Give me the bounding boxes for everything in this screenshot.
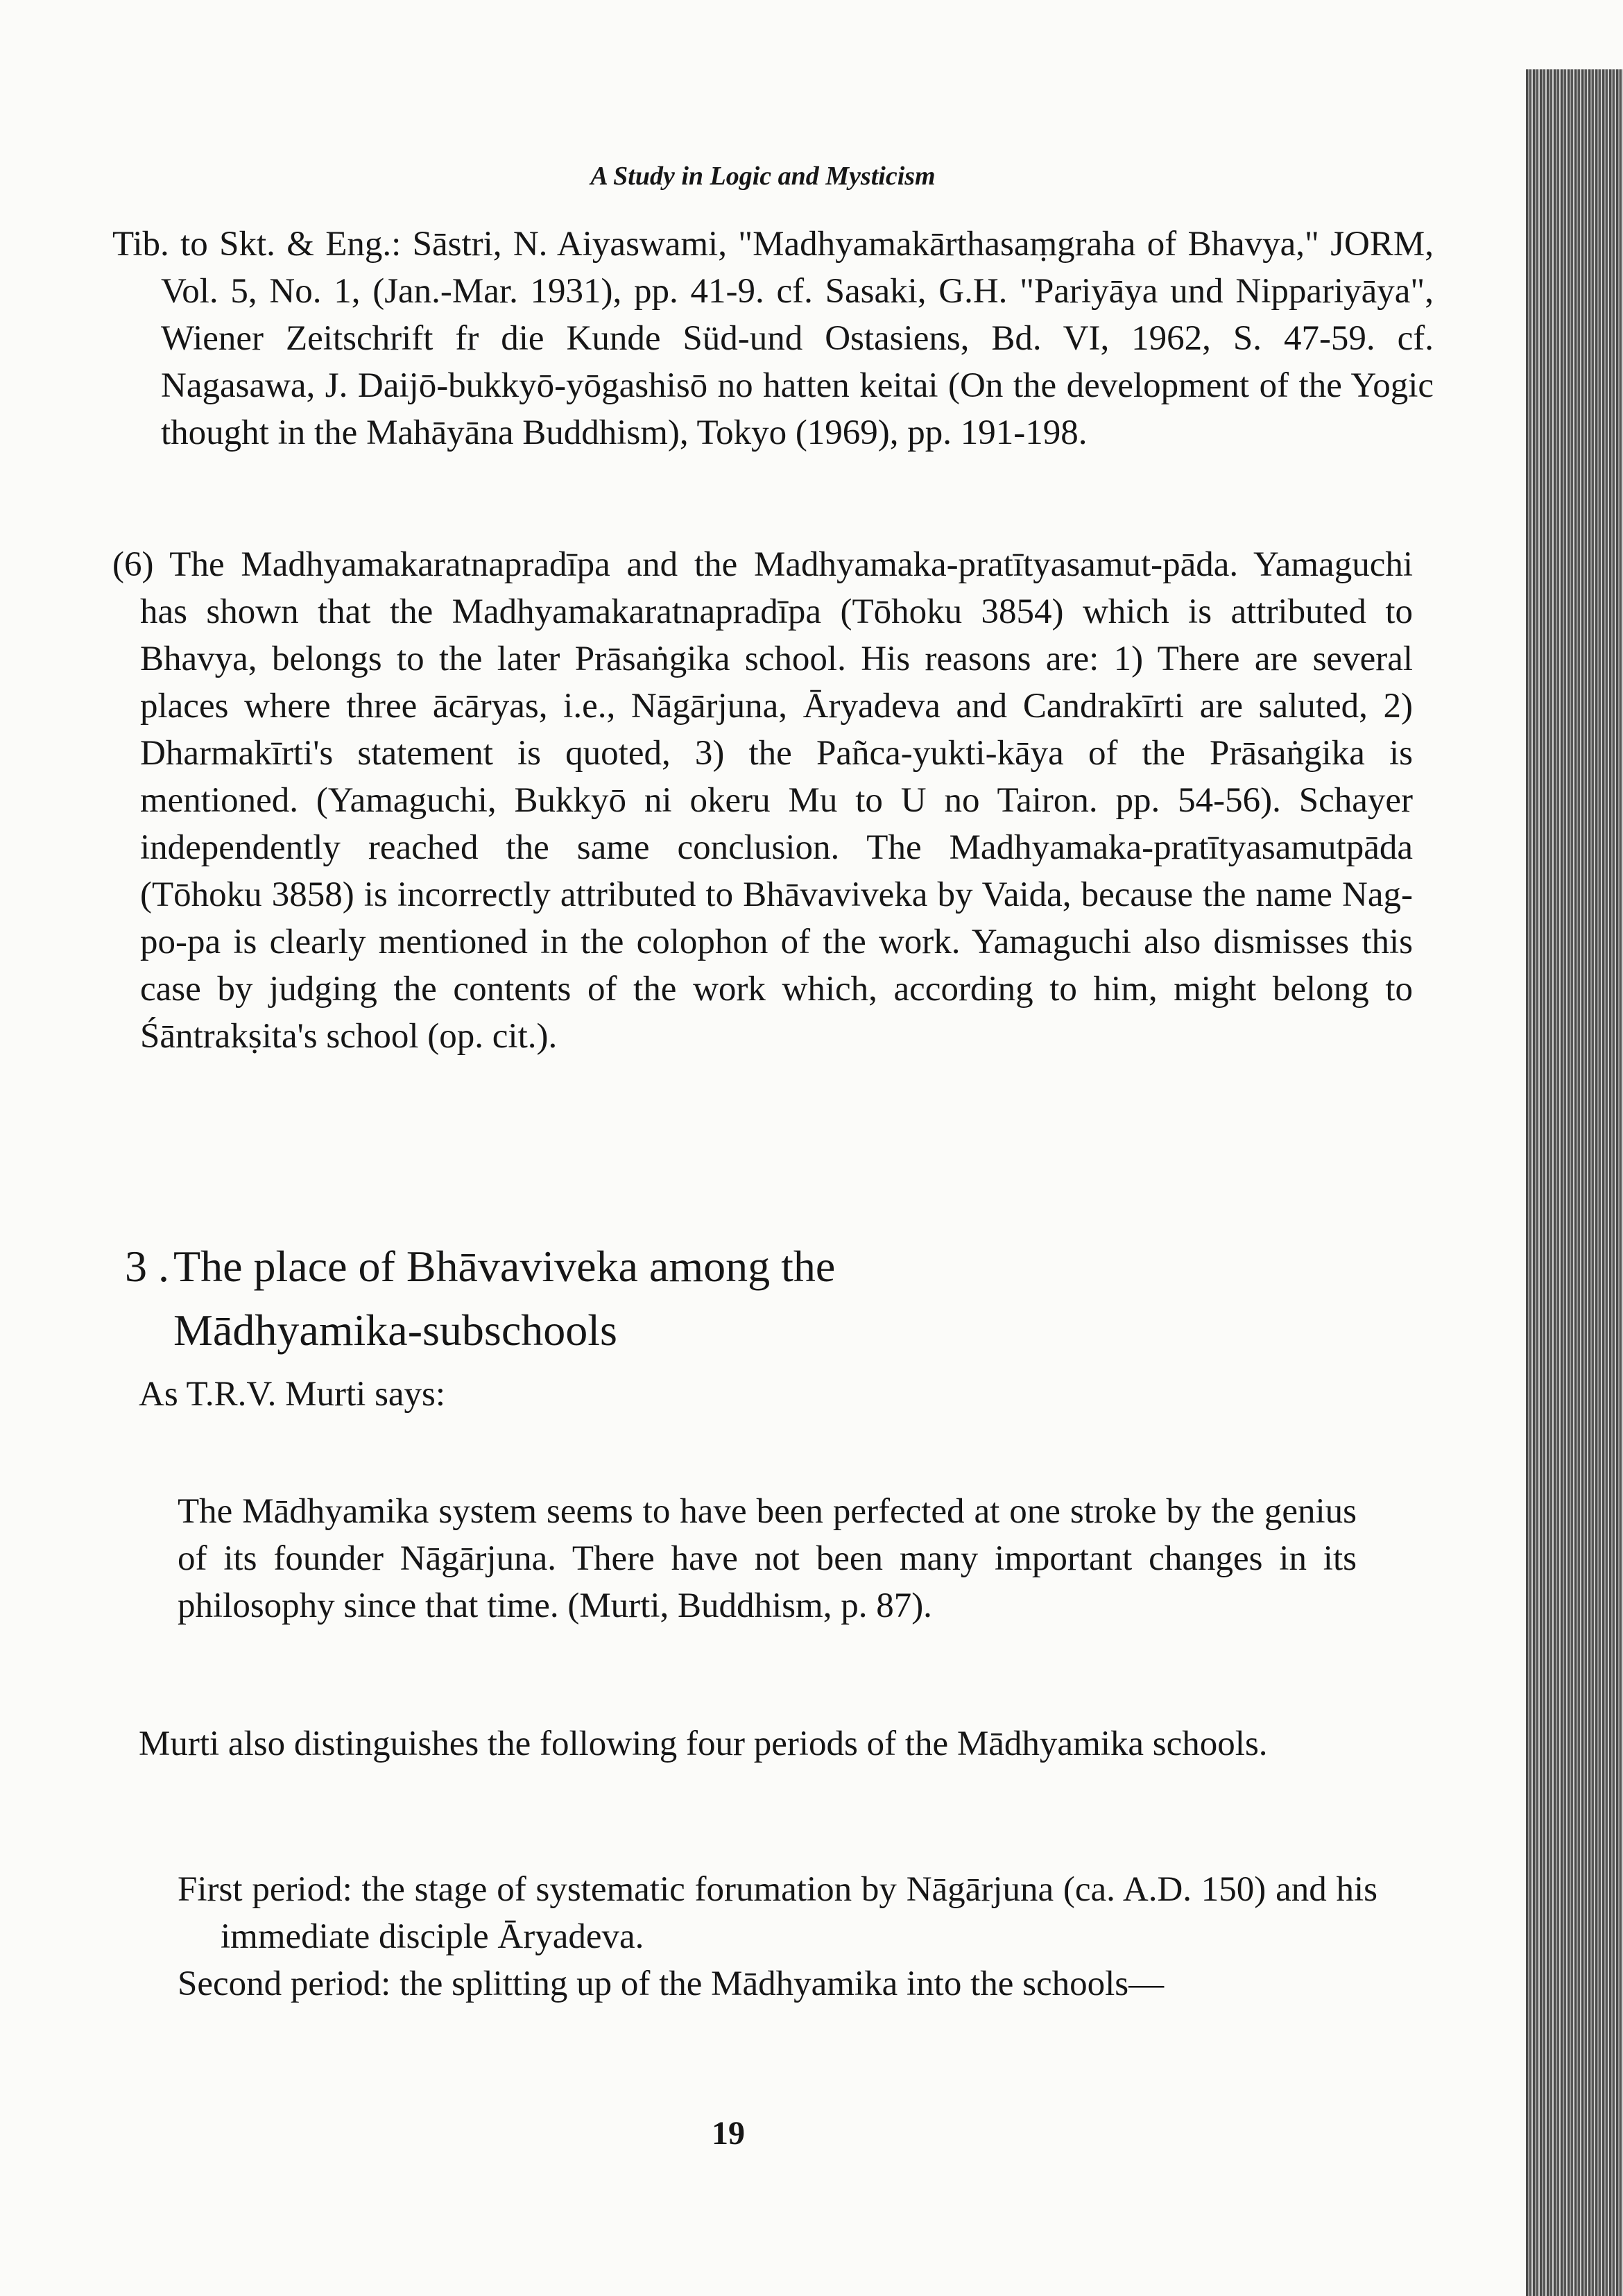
- footnote-6-text: (6) The Madhyamakaratnapradīpa and the Madhyamaka-pratītyasamut-pāda. Yamaguchi has shown that the Madhyamakaratnapradīpa (Tōhoku 3854) which is attributed to Bhavya, belongs to the later Prāsaṅgika school. His reasons are: 1) There are several places where three ācāryas, i.e., Nāgārjuna, Āryadeva and Candrakīrti are saluted, 2) Dharmakīrti's statement is quoted, 3) the Pañca-yukti-kāya of the Prāsaṅgika is mentioned. (Yamaguchi, Bukkyō ni okeru Mu to U no Tairon. pp. 54-56). Schayer independently reached the same conclusion. The Madhyamaka-pratītyasamutpāda (Tōhoku 3858) is incorrectly attributed to Bhāvaviveka by Vaida, because the name Nag-po-pa is clearly mentioned in the colophon of the work. Yamaguchi also dismisses this case by judging the contents of the work which, according to him, might belong to Śāntrakṣita's school (op. cit.).: [112, 545, 1413, 1056]
- section-number: 3 .: [125, 1242, 169, 1291]
- paragraph-text: Murti also distinguishes the following four periods of the Mādhyamika schools.: [139, 1724, 1268, 1763]
- footnote-5-text: Tib. to Skt. & Eng.: Sāstri, N. Aiyaswami, "Madhyamakārthasaṃgraha of Bhavya," JORM, Vol. 5, No. 1, (Jan.-Mar. 1931), pp. 41-9. cf. Sasaki, G.H. "Pariyāya und Nippariyāya", Wiener Zeitschrift fr die Kunde Süd-und Ostasiens, Bd. VI, 1962, S. 47-59. cf. Nagasawa, J. Daijō-bukkyō-yōgashisō no hatten keitai (On the development of the Yogic thought in the Mahāyāna Buddhism), Tokyo (1969), pp. 191-198.: [112, 225, 1434, 452]
- periods-list: [178, 1866, 1377, 2007]
- quote-text: The Mādhyamika system seems to have been perfected at one stroke by the genius of its founder Nāgārjuna. There have not been many important changes in its philosophy since that time. (Murti, Buddhism, p. 87).: [178, 1492, 1357, 1625]
- section-heading: [125, 1235, 1165, 1362]
- section-title-line-2: Mādhyamika-subschools: [173, 1305, 617, 1355]
- period-item: Second period: the splitting up of the Mādhyamika into the schools—: [178, 1964, 1165, 2003]
- section-title-line-1: The place of Bhāvaviveka among the: [173, 1242, 836, 1291]
- footnote-5: [112, 221, 1434, 456]
- scan-edge-strip: [1526, 69, 1623, 2296]
- page-number: 19: [712, 2115, 745, 2152]
- intro-text: As T.R.V. Murti says:: [139, 1375, 446, 1414]
- body-paragraph: [139, 1720, 1373, 1767]
- footnote-6: [112, 541, 1413, 1060]
- intro-line: [139, 1371, 1179, 1418]
- running-head: A Study in Logic and Mysticism: [590, 162, 936, 191]
- period-item: First period: the stage of systematic forumation by Nāgārjuna (ca. A.D. 150) and his immediate disciple Āryadeva.: [178, 1870, 1377, 1956]
- block-quote: [178, 1488, 1357, 1629]
